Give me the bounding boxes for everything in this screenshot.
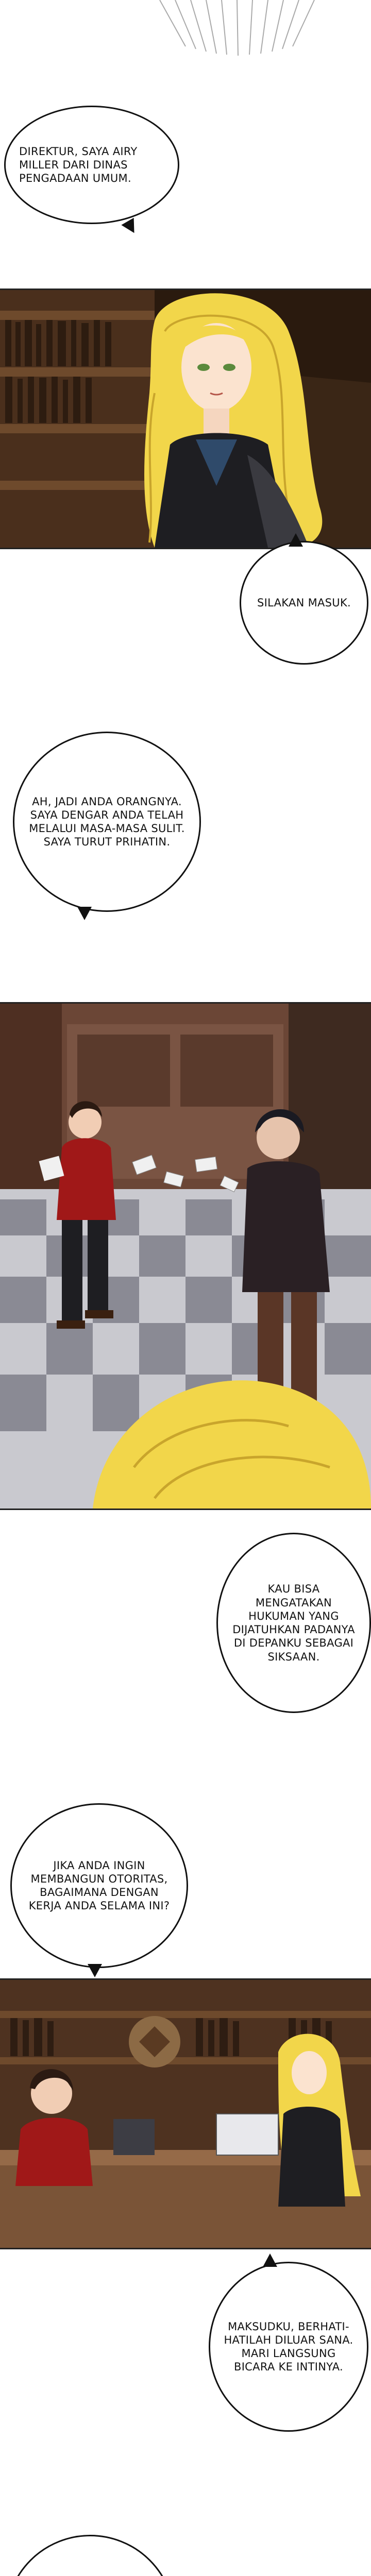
- dialogue-text-6: MAKSUDKU, BERHATI-HATILAH DILUAR SANA. MARI LANGSUNG BICARA KE INTINYA.: [224, 2320, 353, 2374]
- bubble-tail-1: [121, 218, 140, 237]
- speech-bubble-5: [10, 1803, 188, 1968]
- panel-office-checkered-floor: [0, 1002, 371, 1510]
- bubble-tail-2: [289, 533, 303, 547]
- dialogue-text-4: KAU BISA MENGATAKAN HUKUMAN YANG DIJATUHKAN PADANYA DI DEPANKU SEBAGAI SIKSAAN.: [232, 1583, 355, 1663]
- bubble-tail-5: [88, 1964, 102, 1977]
- panel-blonde-woman-library: [0, 289, 371, 549]
- dialogue-text-1: DIREKTUR, SAYA AIRY MILLER DARI DINAS PENGADAAN UMUM.: [19, 145, 138, 185]
- speech-bubble-2: [240, 541, 368, 665]
- speech-bubble-1: [4, 106, 179, 224]
- speech-bubble-6: [209, 2262, 368, 2432]
- bubble-tail-6: [263, 2253, 277, 2267]
- speech-bubble-3: [13, 732, 201, 912]
- dialogue-text-3: AH, JADI ANDA ORANGNYA. SAYA DENGAR ANDA TELAH MELALUI MASA-MASA SULIT. SAYA TURUT PRIHATIN.: [29, 795, 185, 849]
- speech-bubble-7: [5, 2535, 175, 2576]
- panel-2-art: [0, 1004, 371, 1509]
- dialogue-text-2: SILAKAN MASUK.: [257, 596, 351, 609]
- top-motion-lines: [155, 0, 325, 57]
- panel-3-art: [0, 1980, 371, 2248]
- panel-desk-meeting: [0, 1978, 371, 2249]
- panel-1-art: [0, 290, 371, 548]
- bubble-tail-3: [77, 907, 92, 920]
- speech-bubble-4: [216, 1533, 371, 1713]
- dialogue-text-5: JIKA ANDA INGIN MEMBANGUN OTORITAS, BAGAIMANA DENGAN KERJA ANDA SELAMA INI?: [28, 1859, 170, 1912]
